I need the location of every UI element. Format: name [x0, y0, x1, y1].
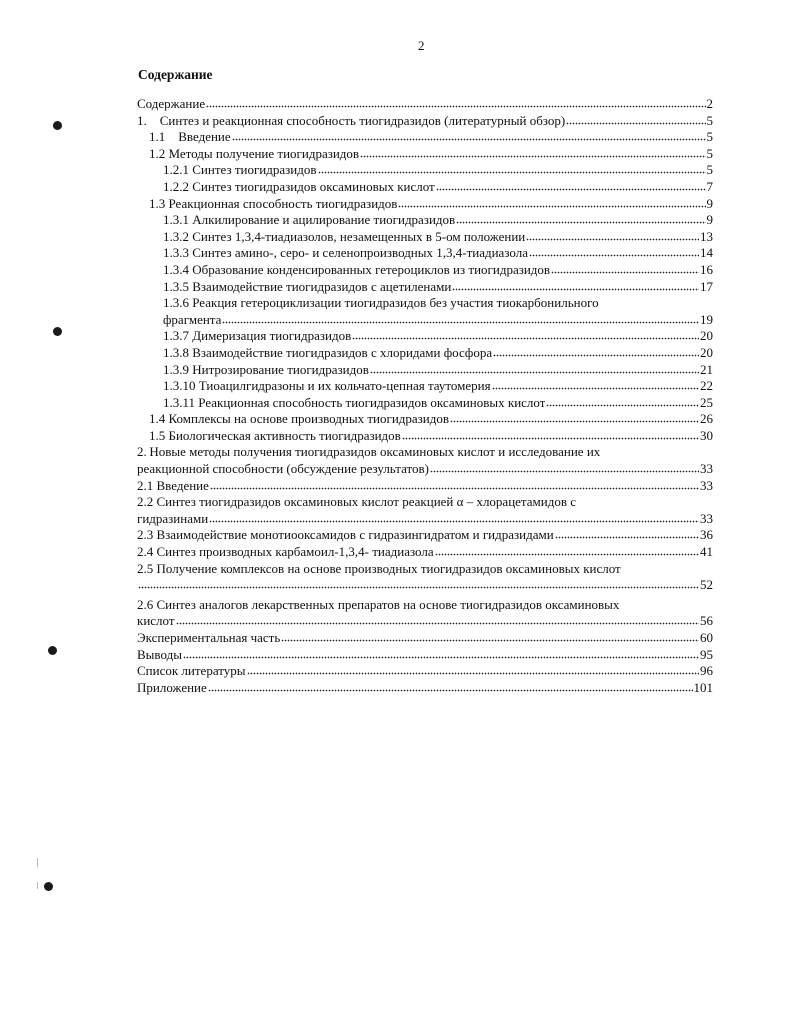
toc-entry[interactable] — [137, 647, 713, 664]
toc-entry-title: 1.3.1 Алкилирование и ацилирование тиогидразидов — [163, 212, 456, 228]
leader-dots — [456, 212, 705, 224]
leader-dots — [360, 146, 705, 158]
toc-entry-title: 1.3 Реакционная способность тиогидразидов — [149, 195, 398, 211]
toc-entry-page: 5 — [706, 145, 713, 161]
toc-entry[interactable] — [137, 630, 713, 647]
toc-entry-page: 36 — [700, 527, 713, 543]
toc-entry-title: 2.1 Введение — [137, 477, 209, 493]
leader-dots — [546, 395, 699, 407]
binder-hole-mark — [44, 882, 53, 891]
toc-entry-title: 2.2 Синтез тиогидразидов оксаминовых кислот реакцией α – хлорацетамидов с — [137, 494, 576, 510]
toc-entry-page: 5 — [706, 162, 713, 178]
toc-entry[interactable] — [137, 196, 713, 213]
toc-entry-page: 9 — [706, 212, 713, 228]
toc-entry-page: 21 — [700, 361, 713, 377]
toc-entry-page: 52 — [700, 577, 713, 593]
toc-entry-title: 1.2 Методы получение тиогидразидов — [149, 145, 360, 161]
toc-entry-title-continued: реакционной способности (обсуждение результатов) — [137, 461, 429, 477]
toc-entry[interactable] — [137, 663, 713, 680]
leader-dots — [138, 577, 699, 589]
leader-dots — [222, 312, 699, 324]
leader-dots — [402, 428, 699, 440]
toc-entry-title: 1.3.9 Нитрозирование тиогидразидов — [163, 361, 369, 377]
toc-entry[interactable] — [137, 544, 713, 561]
toc-entry[interactable] — [137, 212, 713, 229]
toc-entry-title: Список литературы — [137, 663, 246, 679]
leader-dots — [208, 680, 693, 692]
toc-entry[interactable] — [137, 378, 713, 395]
toc-entry-page: 95 — [700, 646, 713, 662]
toc-entry-title: 1.3.7 Димеризация тиогидразидов — [163, 328, 352, 344]
toc-entry[interactable] — [137, 561, 713, 594]
toc-entry-title: 1.2.1 Синтез тиогидразидов — [163, 162, 317, 178]
toc-entry-page: 56 — [700, 613, 713, 629]
toc-list — [137, 96, 713, 696]
toc-entry-page: 9 — [706, 195, 713, 211]
toc-entry-page: 25 — [700, 394, 713, 410]
toc-entry[interactable] — [137, 597, 713, 630]
toc-entry[interactable] — [137, 494, 713, 527]
toc-entry-title: 1.3.2 Синтез 1,3,4-тиадиазолов, незамещенных в 5-ом положении — [163, 228, 526, 244]
toc-entry-title: 1.4 Комплексы на основе производных тиогидразидов — [149, 411, 450, 427]
toc-entry-title: 1.3.4 Образование конденсированных гетероциклов из тиогидразидов — [163, 261, 551, 277]
toc-entry-title: 1.3.6 Реакция гетероциклизации тиогидразидов без участия тиокарбонильного — [163, 295, 599, 311]
toc-entry-page: 96 — [700, 663, 713, 679]
leader-dots — [281, 630, 699, 642]
toc-entry-page: 19 — [700, 311, 713, 327]
leader-dots — [529, 245, 699, 257]
toc-entry[interactable] — [137, 328, 713, 345]
leader-dots — [430, 461, 699, 473]
toc-entry[interactable] — [137, 411, 713, 428]
toc-entry[interactable] — [137, 478, 713, 495]
leader-dots — [526, 229, 699, 241]
leader-dots — [206, 96, 705, 108]
leader-dots — [435, 544, 699, 556]
leader-dots — [183, 647, 699, 659]
toc-entry-title: Содержание — [137, 96, 206, 111]
toc-entry-title: 2.6 Синтез аналогов лекарственных препаратов на основе тиогидразидов оксаминовых — [137, 596, 620, 612]
leader-dots — [370, 362, 699, 374]
toc-entry[interactable] — [137, 113, 713, 130]
leader-dots — [352, 328, 699, 340]
toc-entry[interactable] — [137, 245, 713, 262]
toc-entry-page: 33 — [700, 461, 713, 477]
toc-entry[interactable] — [137, 146, 713, 163]
toc-entry-title: Выводы — [137, 646, 182, 662]
toc-entry-title: 2.3 Взаимодействие монотиооксамидов с гидразингидратом и гидразидами — [137, 527, 554, 543]
toc-entry-page: 16 — [700, 261, 713, 277]
scan-artifact — [37, 882, 38, 889]
toc-entry-page: 41 — [700, 544, 713, 560]
toc-entry-title: 1.1 Введение — [149, 129, 231, 145]
leader-dots — [210, 478, 699, 490]
toc-entry-page: 60 — [700, 630, 713, 645]
toc-entry[interactable] — [137, 129, 713, 146]
leader-dots — [566, 113, 705, 125]
toc-entry-title: 1.3.11 Реакционная способность тиогидразидов оксаминовых кислот — [163, 394, 546, 410]
toc-entry[interactable] — [137, 395, 713, 412]
toc-entry-page: 22 — [700, 378, 713, 394]
toc-entry-page: 20 — [700, 344, 713, 360]
toc-entry-title: 2.4 Синтез производных карбамоил-1,3,4- тиадиазола — [137, 544, 434, 560]
leader-dots — [493, 345, 699, 357]
toc-entry-title: Экспериментальная часть — [137, 630, 281, 645]
toc-entry-page: 33 — [700, 510, 713, 526]
leader-dots — [436, 179, 706, 191]
leader-dots — [452, 279, 699, 291]
toc-entry-page: 13 — [700, 228, 713, 244]
binder-hole-mark — [48, 646, 57, 655]
toc-entry-page: 26 — [700, 411, 713, 427]
toc-entry-page: 2 — [706, 96, 713, 111]
toc-entry[interactable] — [137, 295, 713, 328]
toc-entry-title-continued: фрагмента — [163, 311, 222, 327]
toc-entry[interactable] — [137, 162, 713, 179]
binder-hole-mark — [53, 121, 62, 130]
toc-entry-title: 2. Новые методы получения тиогидразидов оксаминовых кислот и исследование их — [137, 444, 601, 460]
toc-entry-title-continued: гидразинами — [137, 510, 209, 526]
toc-entry-page: 20 — [700, 328, 713, 344]
page-number: 2 — [418, 38, 425, 53]
leader-dots — [232, 129, 706, 141]
binder-hole-mark — [53, 327, 62, 336]
toc-entry-title: Приложение — [137, 679, 207, 695]
toc-entry[interactable] — [137, 362, 713, 379]
leader-dots — [555, 527, 699, 539]
toc-entry[interactable] — [137, 229, 713, 246]
toc-entry-title: 1.5 Биологическая активность тиогидразидов — [149, 427, 401, 443]
toc-entry-page: 101 — [693, 679, 713, 695]
scan-artifact — [37, 858, 38, 867]
leader-dots — [450, 411, 699, 423]
leader-dots — [209, 511, 699, 523]
toc-entry[interactable] — [137, 279, 713, 296]
toc-entry-title: 2.5 Получение комплексов на основе производных тиогидразидов оксаминовых кислот — [137, 560, 621, 576]
toc-entry-title: 1.3.3 Синтез амино-, серо- и селенопроизводных 1,3,4-тиадиазола — [163, 245, 528, 261]
toc-entry-title: 1.2.2 Синтез тиогидразидов оксаминовых кислот — [163, 178, 435, 194]
leader-dots — [176, 613, 699, 625]
toc-entry-title: 1.3.10 Тиоацилгидразоны и их кольчато-цепная таутомерия — [163, 378, 491, 394]
toc-entry-title: 1.3.5 Взаимодействие тиогидразидов с ацетиленами — [163, 278, 452, 294]
toc-entry-page: 7 — [706, 178, 713, 194]
toc-entry[interactable] — [137, 444, 713, 477]
toc-entry[interactable] — [137, 179, 713, 196]
toc-entry-page: 30 — [700, 427, 713, 443]
toc-entry[interactable] — [137, 527, 713, 544]
toc-entry-page: 5 — [706, 112, 713, 128]
leader-dots — [398, 196, 705, 208]
toc-entry[interactable] — [137, 680, 713, 697]
toc-entry[interactable] — [137, 428, 713, 445]
toc-entry-page: 17 — [700, 278, 713, 294]
toc-entry-title: 1. Синтез и реакционная способность тиогидразидов (литературный обзор) — [137, 112, 566, 128]
toc-entry[interactable] — [137, 96, 713, 113]
toc-entry-page: 5 — [706, 129, 713, 145]
toc-heading: Содержание — [138, 67, 213, 82]
toc-entry-page: 33 — [700, 477, 713, 493]
leader-dots — [492, 378, 699, 390]
leader-dots — [318, 162, 706, 174]
toc-entry-title: 1.3.8 Взаимодействие тиогидразидов с хлоридами фосфора — [163, 344, 493, 360]
leader-dots — [247, 663, 700, 675]
toc-entry[interactable] — [137, 345, 713, 362]
toc-entry[interactable] — [137, 262, 713, 279]
leader-dots — [551, 262, 699, 274]
toc-entry-title-continued: кислот — [137, 613, 175, 629]
toc-entry-page: 14 — [700, 245, 713, 261]
